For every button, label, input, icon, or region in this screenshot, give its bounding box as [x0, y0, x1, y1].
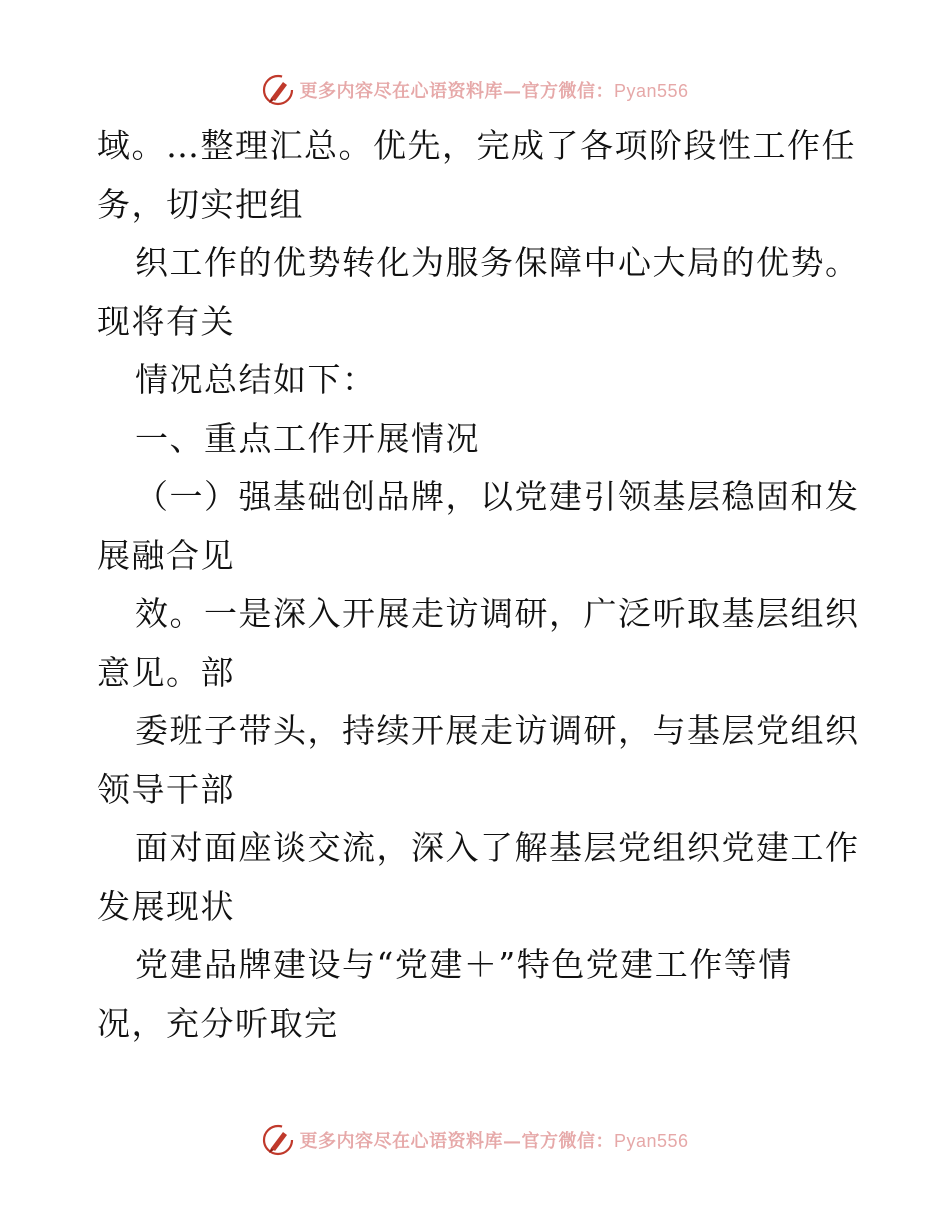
text-line: 委班子带头，持续开展走访调研，与基层党组织	[135, 711, 860, 750]
watermark-id: Pyan556	[613, 1131, 689, 1151]
text-line: 发展现状	[97, 886, 235, 926]
text-line: 域。…整理汇总。优先，完成了各项阶段性工作任	[97, 126, 856, 165]
document-body	[97, 117, 860, 1053]
pen-nib-seal-icon	[261, 1123, 295, 1157]
section-heading: 一、重点工作开展情况	[135, 418, 480, 458]
watermark-id: Pyan556	[613, 81, 689, 101]
text-line: 况，充分听取完	[97, 1003, 339, 1043]
pen-nib-seal-icon	[261, 73, 295, 107]
text-line: 意见。部	[97, 652, 235, 692]
watermark-text	[299, 77, 688, 103]
watermark-text	[299, 1127, 688, 1153]
text-line: 现将有关	[97, 301, 235, 341]
subsection-heading: （一）强基础创品牌，以党建引领基层稳固和发	[135, 477, 860, 516]
text-line: 领导干部	[97, 769, 235, 809]
text-line: 面对面座谈交流，深入了解基层党组织党建工作	[135, 828, 860, 867]
text-line: 织工作的优势转化为服务保障中心大局的优势。	[135, 243, 860, 282]
text-line: 展融合见	[97, 535, 235, 575]
watermark-label: 更多内容尽在心语资料库—官方微信：	[299, 81, 614, 102]
header-watermark	[0, 70, 950, 110]
watermark-label: 更多内容尽在心语资料库—官方微信：	[299, 1131, 614, 1152]
text-line: 效。一是深入开展走访调研，广泛听取基层组织	[135, 594, 860, 633]
text-line: 情况总结如下：	[135, 360, 377, 399]
footer-watermark	[0, 1120, 950, 1160]
text-line: 党建品牌建设与“党建＋”特色党建工作等情	[135, 945, 793, 984]
text-line: 务，切实把组	[97, 184, 304, 224]
